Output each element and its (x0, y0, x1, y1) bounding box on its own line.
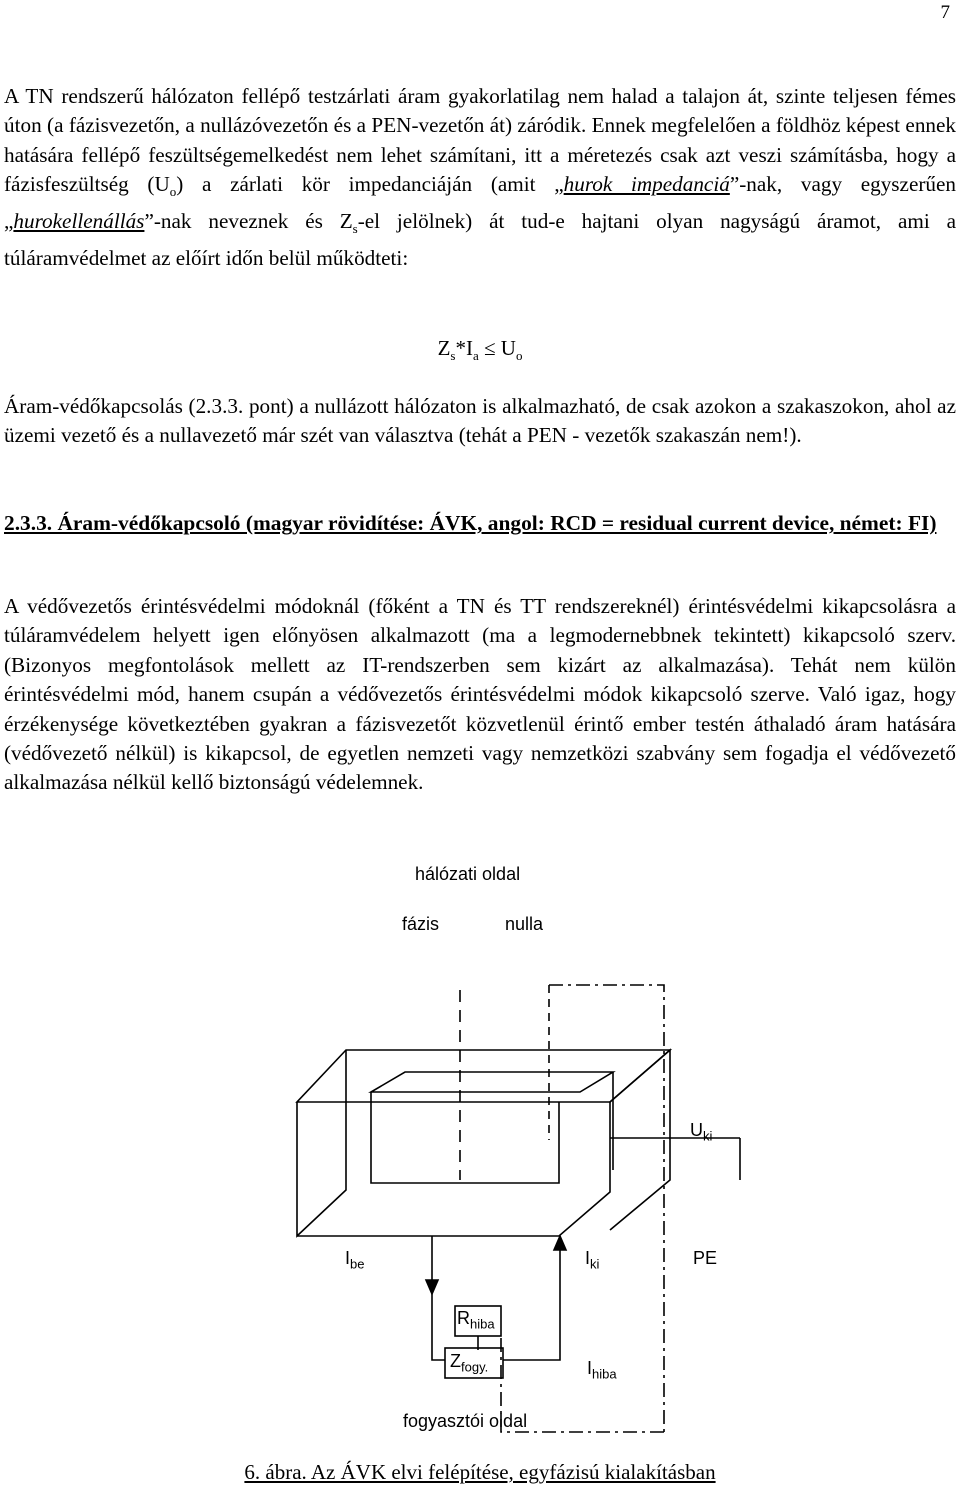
label-phase: fázis (402, 914, 440, 934)
label-pe: PE (693, 1248, 718, 1268)
paragraph-rcd-description (4, 592, 956, 798)
paragraph-text: A TN rendszerű hálózaton fellépő testzárlati áram gyakorlatilag nem halad a talajon át, szinte teljesen fémes úton (a fázisvezetőn, a nullázóvezetőn és a PEN-vezetőn át) záródik. Ennek megfelelően a földhöz képest ennek hatására fellépő feszültségemelkedést nem lehet számítani, itt a méretezés csak azt veszi számításba, hogy a fázisfeszültség (U (4, 84, 956, 197)
label-network-side: hálózati oldal (415, 864, 521, 884)
label-u-ki: $U_{ki}$ (690, 1120, 713, 1144)
phase-to-load (432, 1294, 445, 1360)
term-hurokellenallas: hurokellenállás (13, 208, 145, 233)
core-right-side (610, 1050, 670, 1230)
formula-i-sub: a (472, 348, 479, 364)
core-bottom-inner (371, 1092, 559, 1183)
page-number: 7 (940, 2, 950, 23)
label-z-fogy: $Z_{fogy.}$ (450, 1351, 489, 1375)
quote-close: ”-nak, vagy egyszerűen (729, 172, 957, 197)
paragraph-text: -el jelölnek) át tud-e hajtani olyan nagyságú áramot, ami a túláramvédelmet az előírt időn belül működteti: (4, 208, 956, 270)
label-i-be: $I_{be}$ (345, 1248, 365, 1272)
subscript-o: o (169, 184, 177, 200)
label-consumer-side: fogyasztói oldal (403, 1411, 528, 1431)
label-i-ki: $I_{ki}$ (585, 1248, 600, 1272)
formula-zs-ia-uo (0, 336, 960, 364)
formula-i: *I (455, 336, 473, 360)
core-top-face (297, 1050, 670, 1102)
formula-leq-u: ≤ U (478, 336, 516, 360)
label-neutral: nulla (505, 914, 544, 934)
quote-open: „ (554, 172, 564, 197)
paragraph-tn-system (4, 82, 956, 273)
paragraph-text: A védővezetős érintésvédelmi módoknál (főként a TN és TT rendszereknél) érintésvédelmi kikapcsolásra a túláramvédelem helyett igen előnyösen alkalmazott (ma a legmodernebbnek tekintett) kikapcsoló szerv. (Bizonyos megfontolások mellett az IT-rendszerben sem kizárt az alkalmazása). Tehát nem külön érintésvédelmi mód, hanem csupán a védővezetős érintésvédelmi módok kikapcsoló szerve. Való igaz, hogy érzékenysége következtében gyakran a fázisvezetőt közvetlenül érintő ember testén áthaladó áram hatására (védővezető nélkül) is kikapcsol, de egyetlen nemzeti vagy nemzetközi szabvány sem fogadja el védővezető alkalmazása nélkül kellő biztonságú védelemnek. (4, 594, 956, 795)
i-be-arrowhead (426, 1280, 438, 1294)
label-r-hiba: $R_{hiba}$ (457, 1308, 495, 1332)
paragraph-text: Áram-védőkapcsolás (2.3.3. pont) a nullázott hálózaton is alkalmazható, de csak azokon a szakaszokon, ahol az üzemi vezető és a nullavezető már szét van választva (tehát a PEN - vezetők szakaszán nem!). (4, 394, 956, 448)
formula-u-sub: o (515, 348, 523, 364)
subscript-s: s (352, 221, 358, 237)
section-heading: 2.3.3. Áram-védőkapcsoló (magyar rövidítése: ÁVK, angol: RCD = residual current device, német: FI) (4, 511, 937, 535)
core-outer-left (297, 1050, 346, 1236)
core-front (297, 1102, 610, 1236)
formula-z: Z (437, 336, 451, 360)
quote-open: „ (4, 208, 14, 233)
paragraph-rcd-usage (4, 392, 956, 451)
label-i-hiba: $I_{hiba}$ (587, 1358, 617, 1382)
figure-caption: 6. ábra. Az ÁVK elvi felépítése, egyfázisú kialakításban (244, 1460, 716, 1484)
neutral-to-load (503, 1310, 560, 1360)
formula-z-sub: s (450, 348, 456, 364)
paragraph-text: ) a zárlati kör impedanciáján (amit (176, 172, 555, 197)
i-ki-arrowhead (554, 1236, 566, 1250)
core-inner-top (371, 1072, 613, 1092)
quote-close: ”-nak neveznek és Z (144, 208, 353, 233)
term-hurok-impedancia: hurok impedanciá (563, 172, 730, 197)
